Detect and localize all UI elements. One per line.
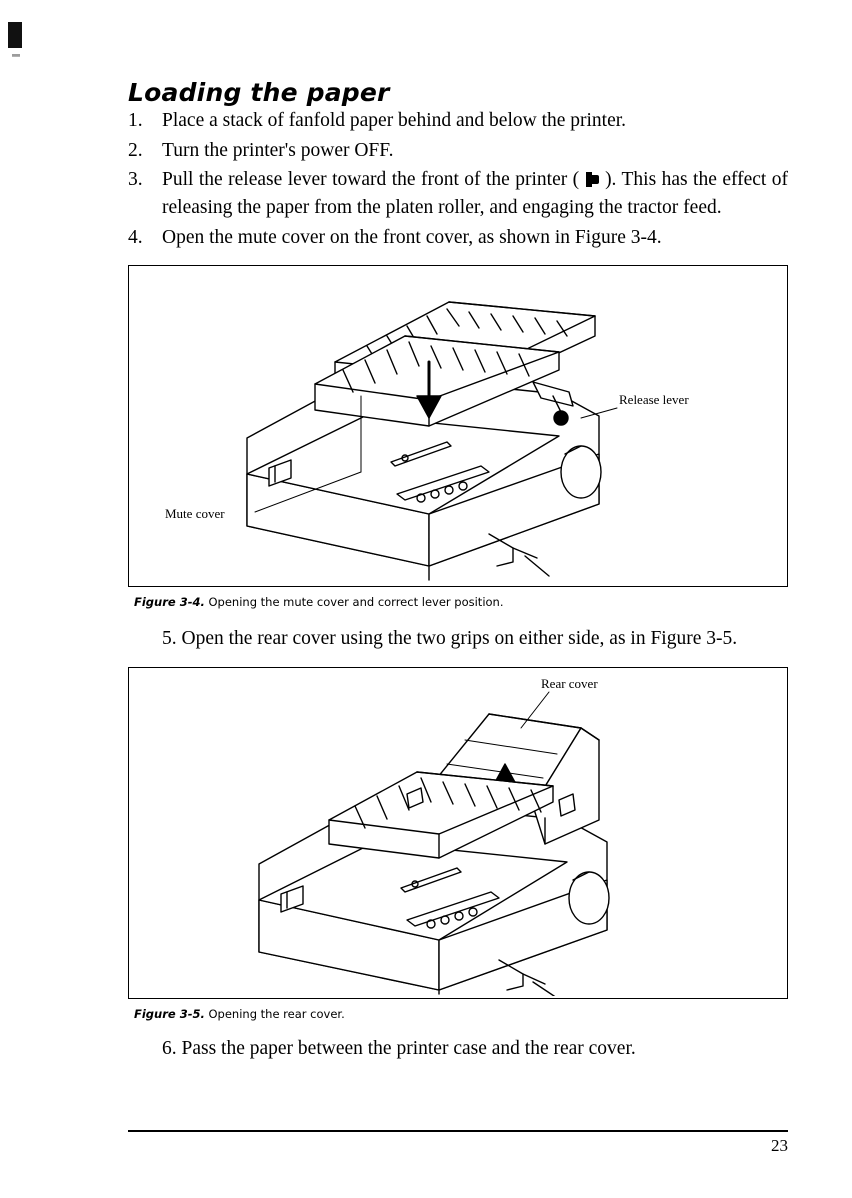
step-text: Turn the printer's power OFF. [162,139,394,161]
step-number: 2. [128,139,143,161]
step-item [128,166,788,221]
figure-3-5-caption-label: Figure 3-5. [134,1007,205,1022]
figure-3-4 [128,265,788,587]
step-text-after-icon: ). This has the effect of releasing the paper from the platen roller, and engaging the tractor feed. [162,169,789,219]
callout-rear-cover [541,676,598,692]
step-text-before-icon: Pull the release lever toward the front of the printer ( [162,169,580,191]
figure-3-5 [128,667,788,999]
page-number: 23 [771,1136,788,1155]
step-text: Place a stack of fanfold paper behind and below the printer. [162,110,627,131]
step-six [128,1035,788,1063]
step-text: Open the mute cover on the front cover, as shown in Figure 3-4. [162,226,662,248]
step-item [128,137,788,165]
figure-3-4-caption-label: Figure 3-4. [134,595,205,610]
figure-3-5-caption-text: Opening the rear cover. [208,1007,345,1022]
step-number: 3. [128,169,143,191]
page-content [128,0,788,1063]
step-text: Open the rear cover using the two grips on either side, as in Figure 3-5. [181,628,738,650]
callout-release-lever [619,392,689,408]
step-item [128,224,788,252]
callout-label: Mute cover [165,506,225,522]
step-number: 6. [162,1038,177,1060]
callout-mute-cover [165,506,225,522]
steps-list-first [128,107,788,251]
figure-3-5-illustration [129,668,785,996]
figure-3-4-caption [134,595,788,609]
step-text: Pass the paper between the printer case and the rear cover. [181,1038,636,1060]
figure-3-4-caption-text: Opening the mute cover and correct lever position. [208,595,504,610]
step-number: 5. [162,628,177,650]
figure-3-5-caption [134,1007,788,1021]
page-title: Loading the paper [128,78,390,107]
figure-3-4-illustration [129,266,785,584]
step-number: 4. [128,226,143,248]
step-item [128,107,788,135]
scan-artifact-bar [8,22,22,48]
release-lever-glyph-icon [586,171,599,188]
step-five [128,625,788,653]
callout-label: Release lever [619,392,689,408]
scan-artifact-speckles [12,54,20,124]
step-number: 1. [128,110,143,131]
callout-label: Rear cover [541,676,598,692]
footer-divider [128,1130,788,1132]
